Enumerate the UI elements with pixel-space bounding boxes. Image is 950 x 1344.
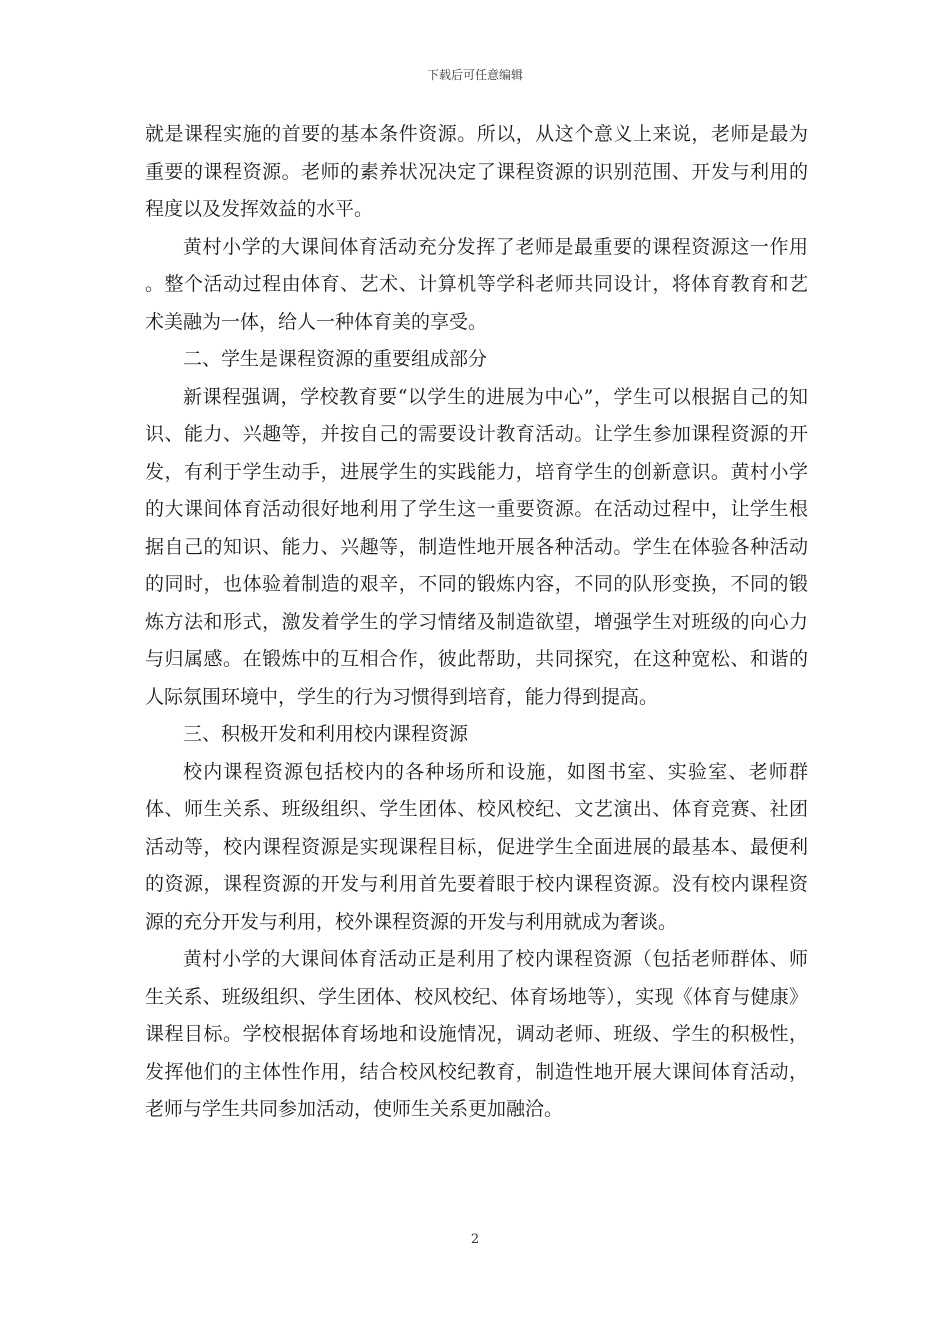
section-heading-school-resources: 三、积极开发和利用校内课程资源 (183, 723, 469, 745)
paragraph-continuation: 就是课程实施的首要的基本条件资源。所以，从这个意义上来说，老师是最为重要的课程资源。老师的素养状况决定了课程资源的识别范围、开发与利用的程度以及发挥效益的水平。 (145, 123, 808, 220)
page-header: 下载后可任意编辑 (426, 68, 523, 82)
document-body (145, 116, 808, 1129)
paragraph-students-resource: 新课程强调，学校教育要“以学生的进展为中心”，学生可以根据自己的知识、能力、兴趣等，并按自己的需要设计教育活动。让学生参加课程资源的开发，有利于学生动手，进展学生的实践能力，培育学生的创新意识。黄村小学的大课间体育活动很好地利用了学生这一重要资源。在活动过程中，让学生根据自己的知识、能力、兴趣等，制造性地开展各种活动。学生在体验各种活动的同时，也体验着制造的艰辛，不同的锻炼内容，不同的队形变换，不同的锻炼方法和形式，激发着学生的学习情绪及制造欲望，增强学生对班级的向心力与归属感。在锻炼中的互相合作，彼此帮助，共同探究，在这种宽松、和谐的人际氛围环境中，学生的行为习惯得到培育，能力得到提高。 (145, 385, 808, 708)
paragraph-huangcun-example: 黄村小学的大课间体育活动正是利用了校内课程资源（包括老师群体、师生关系、班级组织、学生团体、校风校纪、体育场地等），实现《体育与健康》课程目标。学校根据体育场地和设施情况，调动老师、班级、学生的积极性，发挥他们的主体性作用，结合校风校纪教育，制造性地开展大课间体育活动，老师与学生共同参加活动，使师生关系更加融洽。 (145, 948, 808, 1120)
paragraph-teacher-resource: 黄村小学的大课间体育活动充分发挥了老师是最重要的课程资源这一作用 。整个活动过程由体育、艺术、计算机等学科老师共同设计，将体育教育和艺术美融为一体，给人一种体育美的享受。 (145, 235, 808, 333)
section-heading-students: 二、学生是课程资源的重要组成部分 (183, 348, 488, 370)
paragraph-school-resources: 校内课程资源包括校内的各种场所和设施，如图书室、实验室、老师群体、师生关系、班级组织、学生团体、校风校纪、文艺演出、体育竞赛、社团活动等，校内课程资源是实现课程目标，促进学生全面进展的最基本、最便利的资源，课程资源的开发与利用首先要着眼于校内课程资源。没有校内课程资源的充分开发与利用，校外课程资源的开发与利用就成为奢谈。 (145, 760, 808, 933)
page-number: 2 (470, 1232, 480, 1247)
